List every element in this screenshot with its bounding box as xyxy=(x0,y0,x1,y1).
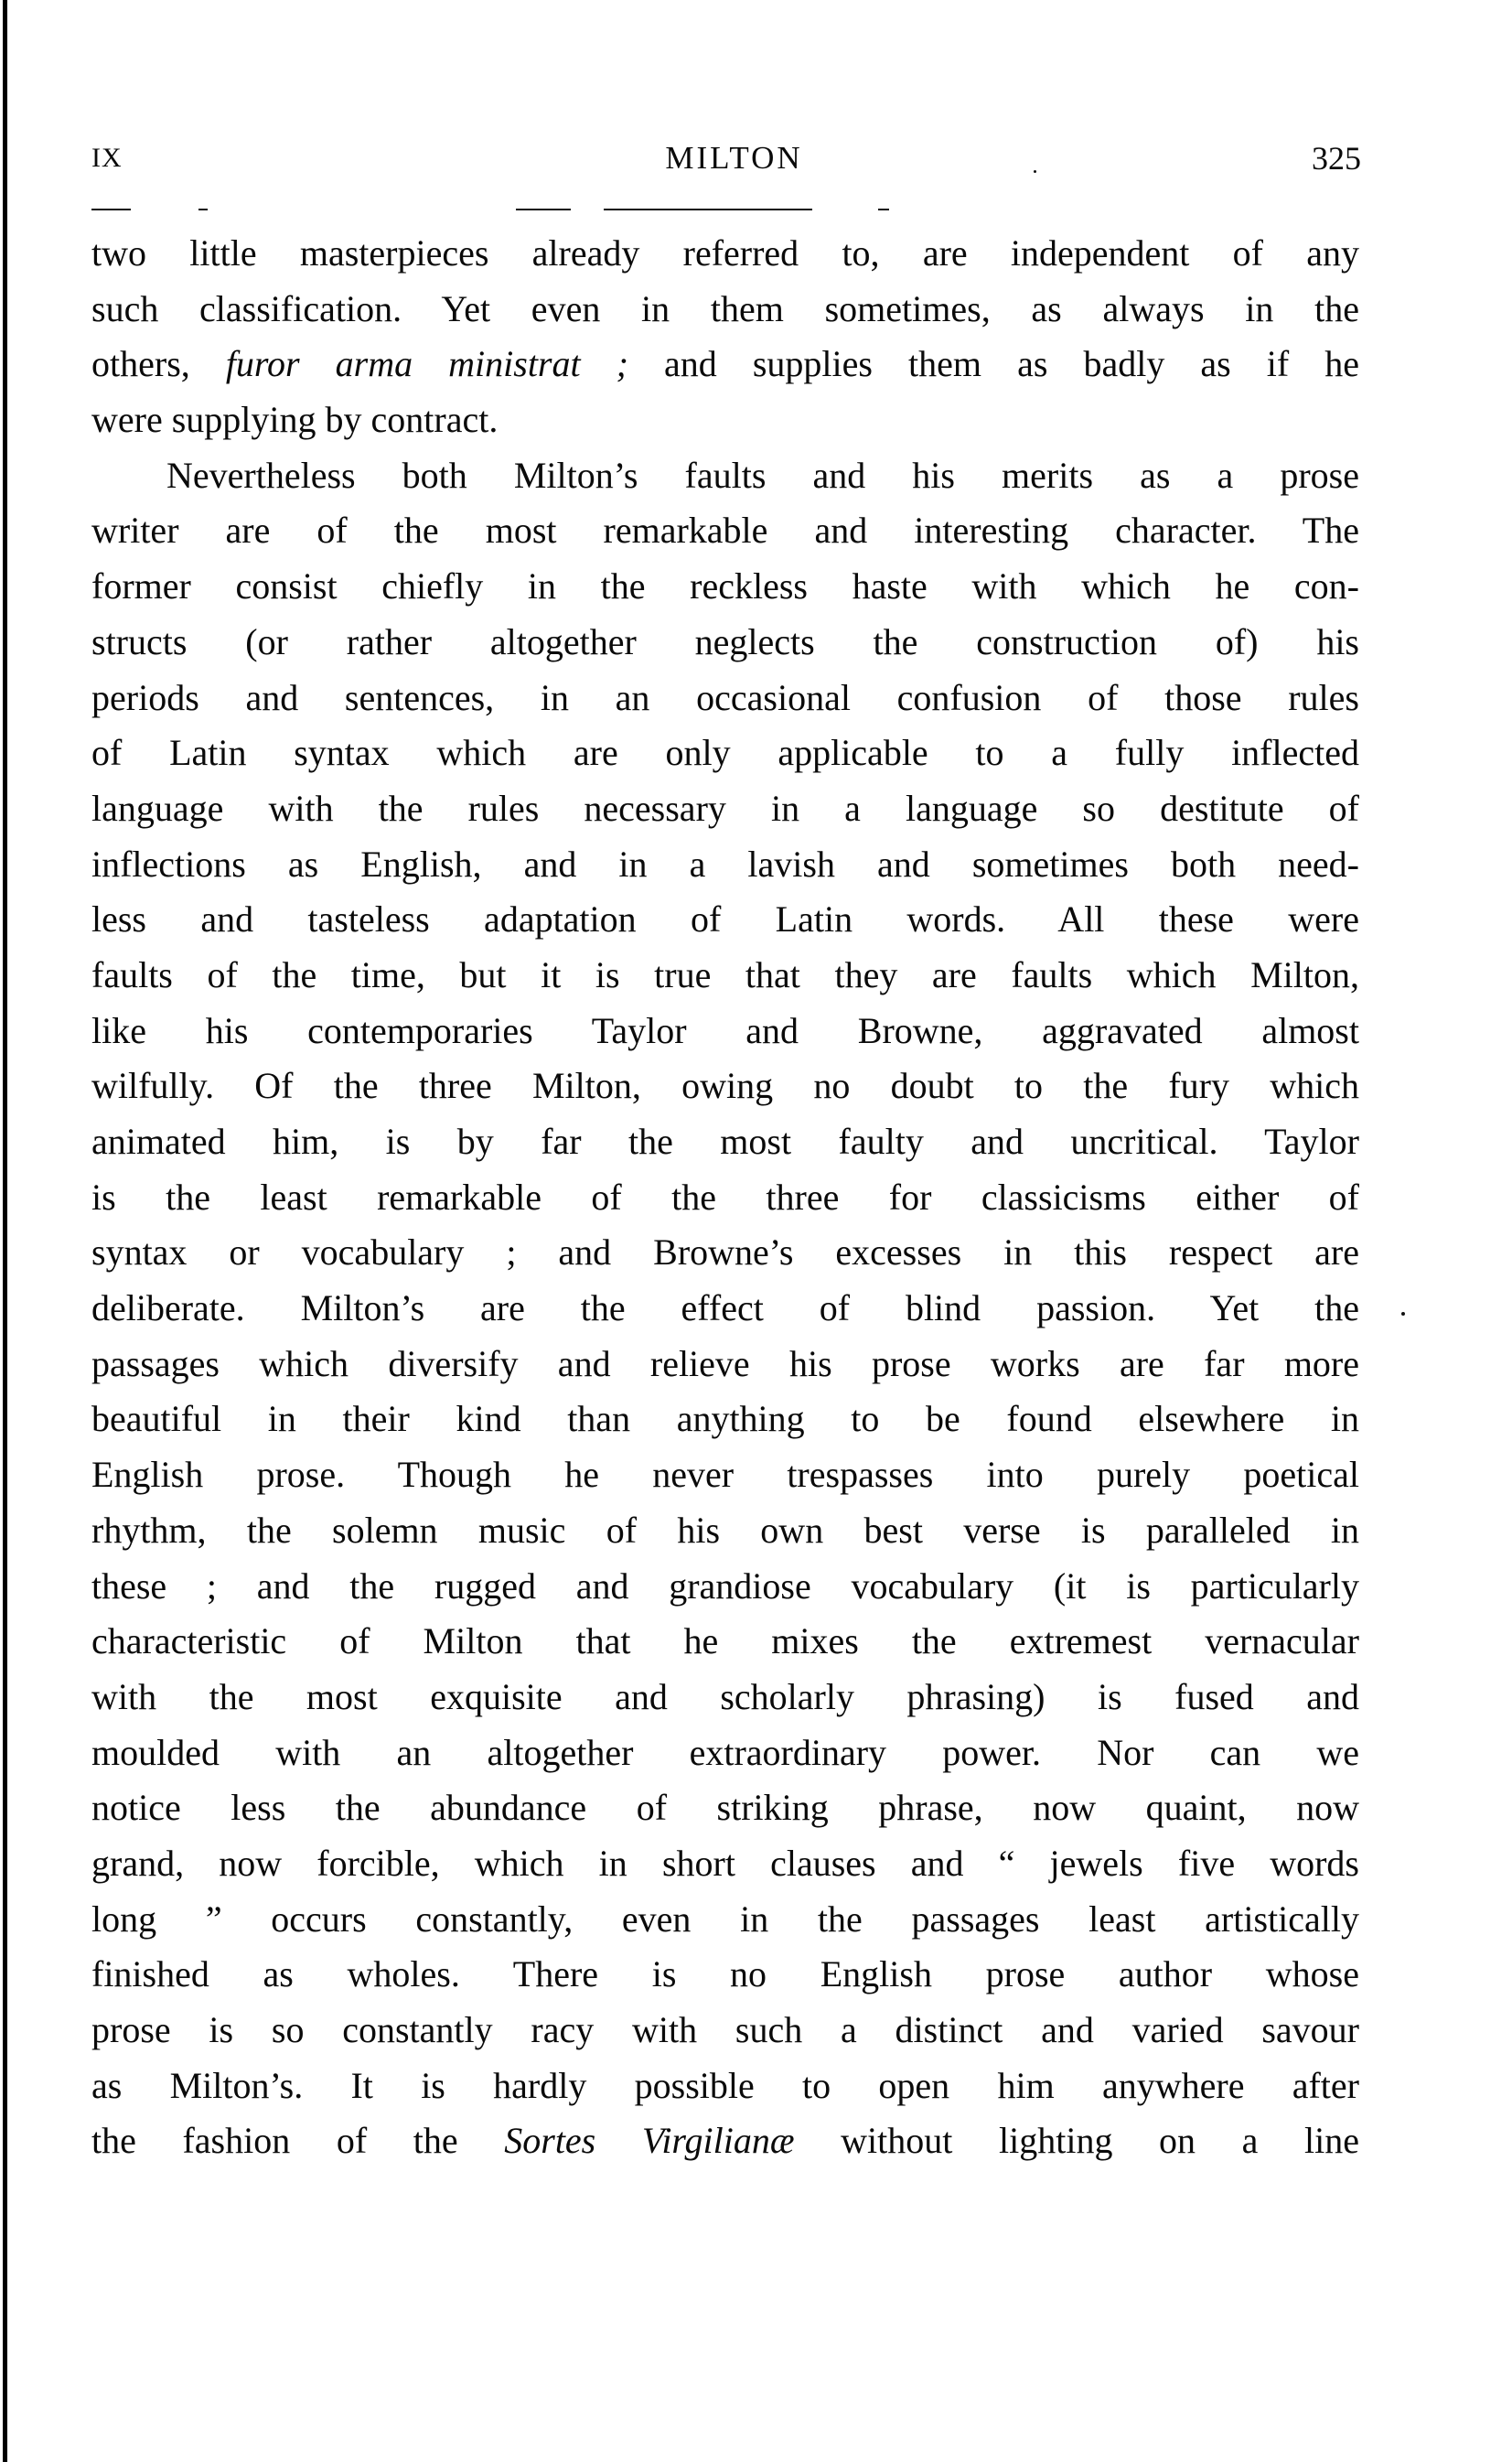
text-line: inflections as English, and in a lavish and sometimes both need- xyxy=(91,843,1359,885)
chapter-number: IX xyxy=(91,143,123,173)
text-line: English prose. Though he never trespasses into purely poetical xyxy=(91,1454,1359,1496)
text-line: finished as wholes. There is no English prose author whose xyxy=(91,1953,1359,1995)
text-line: beautiful in their kind than anything to be found elsewhere in xyxy=(91,1398,1359,1440)
text-segment: without lighting on a line xyxy=(794,2120,1360,2162)
text-line: moulded with an altogether extraordinary power. Nor can we xyxy=(91,1731,1359,1773)
header-rule-segment xyxy=(516,209,571,210)
latin-phrase: Sortes Virgilianæ xyxy=(504,2120,795,2162)
text-line: two little masterpieces already referred to, are independent of any xyxy=(91,232,1359,274)
text-line: as Milton’s. It is hardly possible to open him anywhere after xyxy=(91,2064,1359,2106)
header-rule-segment xyxy=(604,209,812,210)
text-line: syntax or vocabulary ; and Browne’s excesses in this respect are xyxy=(91,1231,1359,1274)
text-line: structs (or rather altogether neglects the construction of) his xyxy=(91,620,1359,662)
text-line: grand, now forcible, which in short clauses and “ jewels five words xyxy=(91,1842,1359,1884)
header-rule-segment xyxy=(91,209,131,210)
text-line: language with the rules necessary in a language so destitute of xyxy=(91,787,1359,829)
text-line: notice less the abundance of striking phrase, now quaint, now xyxy=(91,1787,1359,1829)
running-title: MILTON xyxy=(665,140,803,176)
text-line: passages which diversify and relieve his prose works are far more xyxy=(91,1342,1359,1384)
text-line: Nevertheless both Milton’s faults and his merits as a prose xyxy=(166,454,1359,496)
page-number: 325 xyxy=(1312,140,1361,177)
text-line: writer are of the most remarkable and interesting character. The xyxy=(91,510,1359,552)
text-line: characteristic of Milton that he mixes the extremest vernacular xyxy=(91,1620,1359,1662)
text-line: were supplying by contract. xyxy=(91,399,499,441)
text-line: deliberate. Milton’s are the effect of blind passion. Yet the xyxy=(91,1287,1359,1329)
text-line: less and tasteless adaptation of Latin words. All these were xyxy=(91,898,1359,941)
text-line: prose is so constantly racy with such a distinct and varied savour xyxy=(91,2009,1359,2050)
text-line: long ” occurs constantly, even in the passages least artistically xyxy=(91,1898,1359,1940)
text-line: wilfully. Of the three Milton, owing no doubt to the fury which xyxy=(91,1065,1359,1107)
text-segment: and supplies them as badly as if he xyxy=(628,343,1359,385)
text-line xyxy=(91,337,1359,392)
text-line: faults of the time, but it is true that they are faults which Milton, xyxy=(91,953,1359,995)
text-line: like his contemporaries Taylor and Browne, aggravated almost xyxy=(91,1009,1359,1051)
text-line: such classification. Yet even in them sometimes, as always in the xyxy=(91,287,1359,329)
text-line: is the least remarkable of the three for classicisms either of xyxy=(91,1176,1359,1218)
running-head xyxy=(91,137,1361,179)
text-segment: the fashion of the xyxy=(91,2120,505,2162)
print-speck xyxy=(1034,170,1036,173)
header-rule-segment xyxy=(878,209,889,210)
text-line: these ; and the rugged and grandiose vocabulary (it is particularly xyxy=(91,1564,1359,1607)
print-speck xyxy=(1401,1312,1405,1316)
text-line: periods and sentences, in an occasional confusion of those rules xyxy=(91,676,1359,718)
text-line: rhythm, the solemn music of his own best verse is paralleled in xyxy=(91,1509,1359,1551)
text-line: former consist chiefly in the reckless haste with which he con- xyxy=(91,565,1359,607)
text-line: with the most exquisite and scholarly phrasing) is fused and xyxy=(91,1675,1359,1717)
text-line: animated him, is by far the most faulty and uncritical. Taylor xyxy=(91,1121,1359,1162)
latin-phrase: furor arma ministrat ; xyxy=(225,343,628,385)
text-line: of Latin syntax which are only applicable to a fully inflected xyxy=(91,732,1359,774)
body-text xyxy=(91,226,1359,2169)
page-edge-shadow xyxy=(3,0,7,2462)
text-line xyxy=(91,2113,1359,2169)
header-rule-segment xyxy=(198,209,208,210)
text-segment: others, xyxy=(91,343,226,385)
